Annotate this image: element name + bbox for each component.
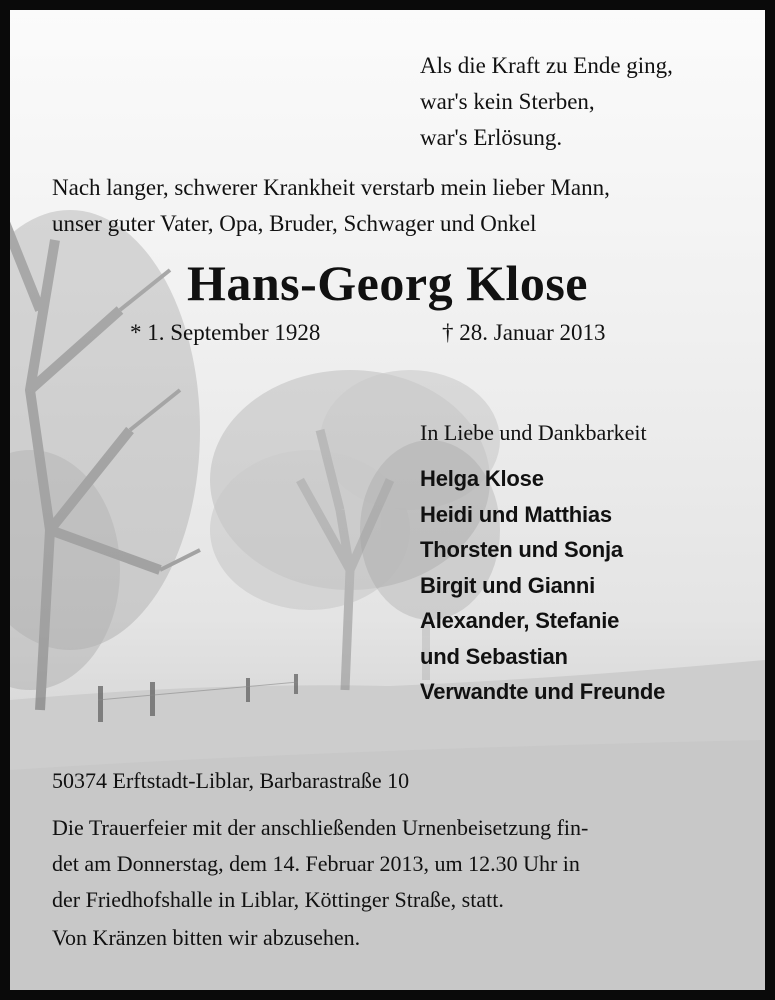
mourners-intro: In Liebe und Dankbarkeit <box>420 420 647 445</box>
motto <box>420 48 673 156</box>
funeral-line: Die Trauerfeier mit der anschließenden Urnenbeisetzung fin- <box>52 815 589 840</box>
mourners-list <box>420 461 665 710</box>
birth-date: * 1. September 1928 <box>130 320 321 345</box>
motto-line: war's Erlösung. <box>420 125 563 150</box>
intro-line: Nach langer, schwerer Krankheit verstarb mein lieber Mann, <box>52 175 610 200</box>
mourner-name: Alexander, Stefanie <box>420 608 620 633</box>
wreath-note: Von Kränzen bitten wir abzusehen. <box>52 925 361 950</box>
announcement-intro <box>52 170 610 242</box>
motto-line: war's kein Sterben, <box>420 89 595 114</box>
mourner-name: Thorsten und Sonja <box>420 537 623 562</box>
deceased-name: Hans-Georg Klose <box>186 255 589 311</box>
funeral-line: det am Donnerstag, dem 14. Februar 2013, um 12.30 Uhr in <box>52 851 580 876</box>
motto-line: Als die Kraft zu Ende ging, <box>420 53 673 78</box>
intro-line: unser guter Vater, Opa, Bruder, Schwager und Onkel <box>52 211 537 236</box>
mourner-name: Birgit und Gianni <box>420 572 596 598</box>
family-address: 50374 Erftstadt-Liblar, Barbarastraße 10 <box>52 768 410 793</box>
mourner-name: und Sebastian <box>420 643 568 669</box>
funeral-details <box>52 810 588 918</box>
mourner-name: Verwandte und Freunde <box>420 679 666 704</box>
funeral-line: der Friedhofshalle in Liblar, Köttinger Straße, statt. <box>52 887 504 912</box>
mourner-name: Heidi und Matthias <box>420 501 612 527</box>
death-date: † 28. Januar 2013 <box>442 320 606 345</box>
mourner-name: Helga Klose <box>420 466 544 491</box>
